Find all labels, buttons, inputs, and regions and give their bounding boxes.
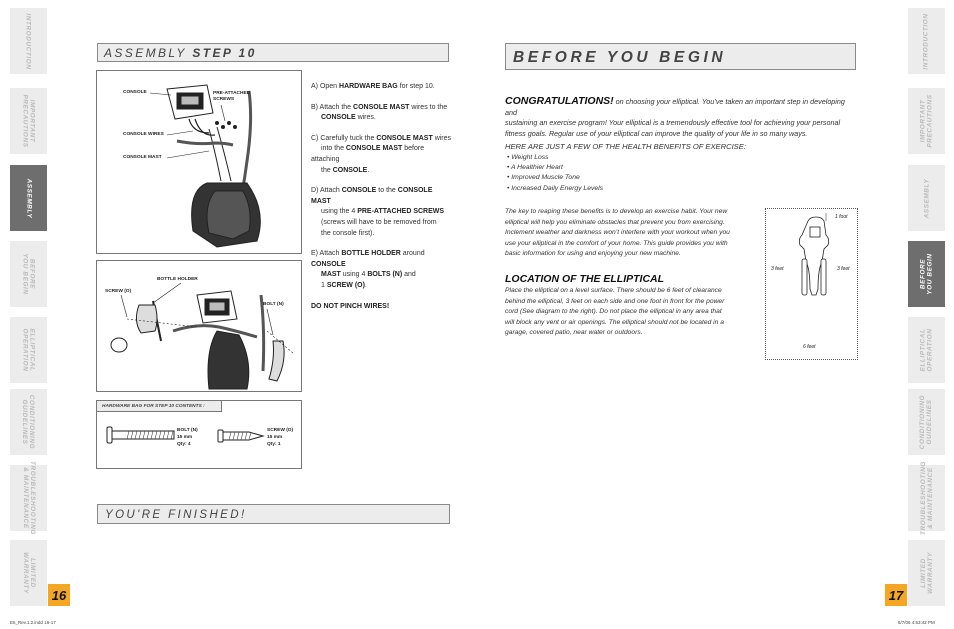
list-item: • Improved Muscle Tone — [507, 174, 580, 182]
bottle-holder-diagram — [96, 260, 302, 392]
screw-icon — [217, 429, 265, 443]
bottle-holder-illustration — [97, 261, 301, 391]
tab-important-precautions[interactable]: IMPORTANT PRECAUTIONS — [908, 88, 945, 154]
step-e: E) Attach BOTTLE HOLDER around CONSOLE MAST using 4 BOLTS (N) and 1 SCREW (O). — [311, 250, 425, 289]
label-console-mast: CONSOLE MAST — [123, 155, 162, 160]
console-assembly-illustration — [97, 71, 301, 253]
label-bolt-n: BOLT (N) — [263, 302, 284, 307]
screw-o-label: SCREW (O) — [267, 428, 294, 433]
assembly-step-header: ASSEMBLY STEP 10 — [97, 43, 449, 62]
tab-elliptical-operation[interactable]: ELLIPTICAL OPERATION — [10, 317, 47, 383]
step-number: STEP 10 — [192, 46, 257, 60]
key-paragraph: The key to reaping these benefits is to develop an exercise habit. Your new elliptical will help you eliminate obstacles that prevent you from exercising. Inclement weather and darkness won’t interfere with your workout when you use your elliptical in the comfort of your home. This guide provides you with basic information for using and enjoying your new machine. — [505, 208, 730, 258]
location-paragraph: Place the elliptical on a level surface. There should be 6 feet of clearance behind the elliptical, 3 feet on each side and one foot in front for the power cord (See diagram to the right). Do not place the elliptical in any area that will block any vent or air openings. The elliptical should not be located in a garage, covered patio, near water or outdoors. — [505, 287, 725, 337]
tab-troubleshooting[interactable]: TROUBLESHOOTING & MAINTENANCE — [10, 465, 47, 531]
bolt-n-label: BOLT (N) — [177, 428, 198, 433]
tab-assembly[interactable]: ASSEMBLY — [10, 165, 47, 231]
step-a: A) Open HARDWARE BAG for step 10. — [311, 83, 435, 90]
bolt-n-quantity: Qty: 4 — [177, 442, 191, 447]
screw-o-size: 15 mm — [267, 435, 283, 440]
tab-elliptical-operation[interactable]: ELLIPTICAL OPERATION — [908, 317, 945, 383]
list-item: • Increased Daily Energy Levels — [507, 184, 604, 192]
page-number-left: 16 — [48, 584, 70, 606]
step-c: C) Carefully tuck the CONSOLE MAST wires into the CONSOLE MAST before attaching the CONSOLE. — [311, 134, 452, 174]
benefits-list — [507, 153, 603, 194]
congratulations-heading: CONGRATULATIONS! — [505, 95, 614, 107]
clearance-front: 1 foot — [835, 214, 848, 220]
tab-troubleshooting[interactable]: TROUBLESHOOTING & MAINTENANCE — [908, 465, 945, 531]
elliptical-top-view — [766, 209, 857, 359]
clearance-left: 3 feet — [771, 266, 784, 272]
congratulations-paragraph: CONGRATULATIONS! on choosing your elliptical. You’ve taken an important step in developing and sustaining an exercise program! Your elliptical is a tremendously effective tool for achieving your personal fitness goals. Regular use of your elliptical can improve the quality of your life in so many ways. — [505, 95, 845, 138]
location-heading: LOCATION OF THE ELLIPTICAL — [505, 273, 665, 285]
list-item: • A Healthier Heart — [507, 164, 563, 172]
clearance-diagram — [765, 208, 858, 360]
tab-before-you-begin[interactable]: BEFORE YOU BEGIN — [10, 241, 47, 307]
list-item: • Weight Loss — [507, 154, 549, 161]
tab-introduction[interactable]: INTRODUCTION — [908, 8, 945, 74]
footer-timestamp: 6/7/06 4:53:42 PM — [898, 620, 935, 625]
benefits-heading: HERE ARE JUST A FEW OF THE HEALTH BENEFITS OF EXERCISE: — [505, 142, 746, 151]
finished-banner: YOU'RE FINISHED! — [97, 504, 450, 524]
tab-introduction[interactable]: INTRODUCTION — [10, 8, 47, 74]
label-bottle-holder: BOTTLE HOLDER — [157, 277, 198, 282]
bolt-n-size: 15 mm — [177, 435, 193, 440]
step-b: B) Attach the CONSOLE MAST wires to the CONSOLE wires. — [311, 103, 448, 122]
page-number-right: 17 — [885, 584, 907, 606]
label-screw-o: SCREW (O) — [105, 289, 132, 294]
tab-assembly[interactable]: ASSEMBLY — [908, 165, 945, 231]
tab-conditioning-guidelines[interactable]: CONDITIONING GUIDELINES — [10, 389, 47, 455]
page-title: BEFORE YOU BEGIN — [505, 43, 856, 70]
console-assembly-diagram — [96, 70, 302, 254]
warning-text: DO NOT PINCH WIRES! — [311, 302, 390, 310]
step-d: D) Attach CONSOLE to the CONSOLE MAST using the 4 PRE-ATTACHED SCREWS (screws will have to be removed from the console first). — [311, 187, 445, 237]
tab-limited-warranty[interactable]: LIMITED WARRANTY — [908, 540, 945, 606]
bolt-icon — [105, 425, 179, 445]
screw-o-quantity: Qty: 1 — [267, 442, 281, 447]
hardware-bag-contents: HARDWARE BAG FOR STEP 10 CONTENTS : BOLT (N) 15 mm Qty: 4 SCREW (O) 15 mm Qty: 1 — [96, 400, 302, 469]
clearance-back: 6 feet — [803, 344, 816, 350]
tab-limited-warranty[interactable]: LIMITED WARRANTY — [10, 540, 47, 606]
tab-before-you-begin[interactable]: BEFORE YOU BEGIN — [908, 241, 945, 307]
footer-file-name: E6_Rev.1.2.indd 16-17 — [10, 620, 56, 625]
label-console: CONSOLE — [123, 90, 147, 95]
label-console-wires: CONSOLE WIRES — [123, 132, 164, 137]
label-pre-attached-screws: PRE-ATTACHED SCREWS — [213, 91, 251, 102]
tab-important-precautions[interactable]: IMPORTANT PRECAUTIONS — [10, 88, 47, 154]
assembly-instructions — [311, 82, 453, 322]
tab-conditioning-guidelines[interactable]: CONDITIONING GUIDELINES — [908, 389, 945, 455]
clearance-right: 3 feet — [837, 266, 850, 272]
